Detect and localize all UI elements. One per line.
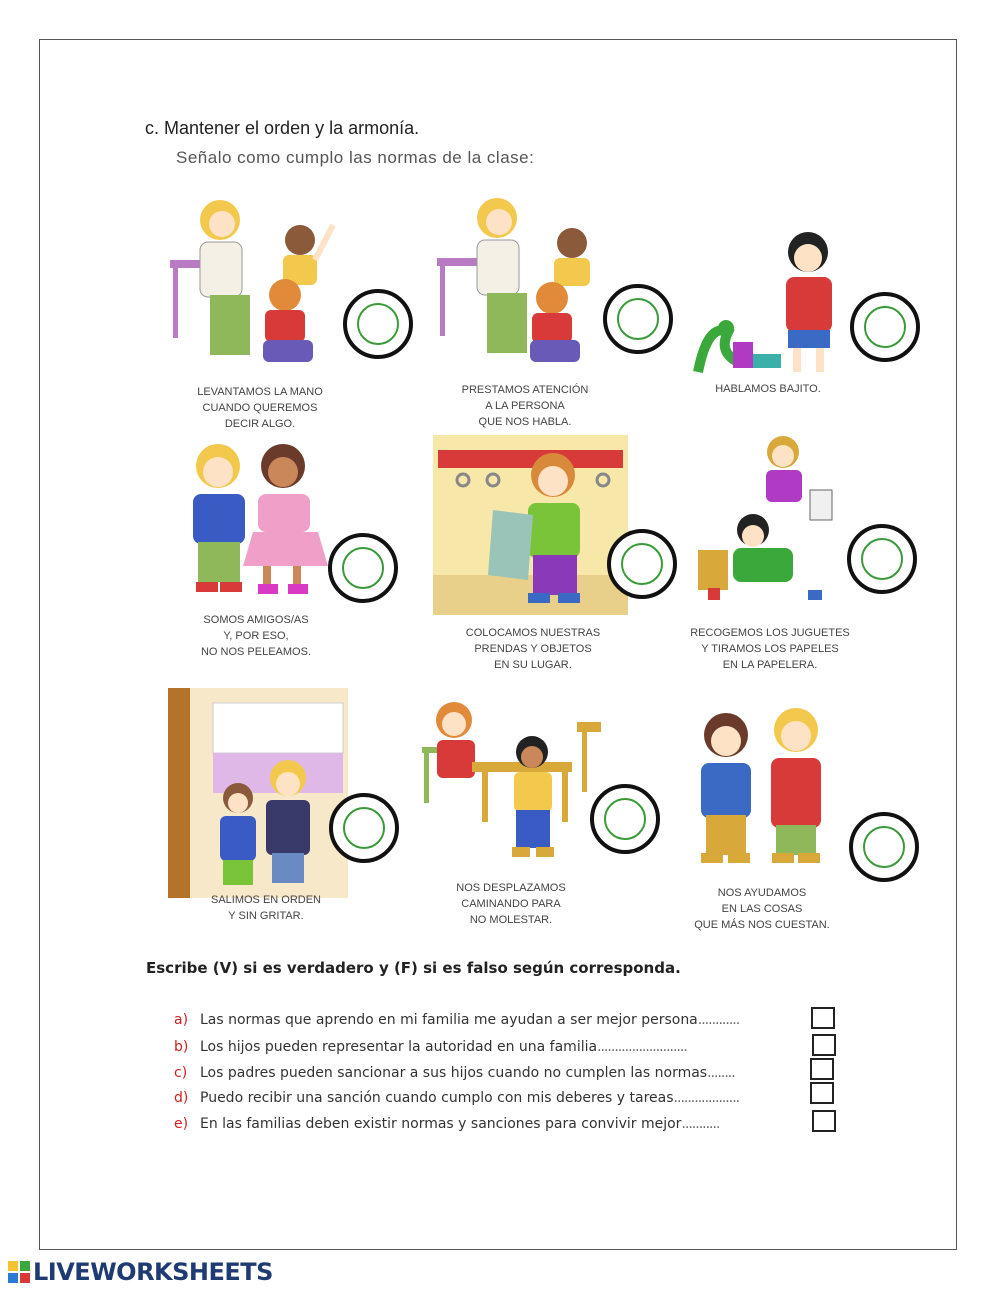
answer-circle-speak-softly[interactable] bbox=[850, 292, 920, 362]
caption-line: EN LA PAPELERA. bbox=[722, 659, 818, 671]
tf-statement-e bbox=[174, 1116, 719, 1132]
caption-line: NOS AYUDAMOS bbox=[717, 887, 807, 899]
tf-text: Las normas que aprendo en mi familia me ayudan a ser mejor persona bbox=[200, 1012, 698, 1028]
illustration-leave-orderly bbox=[168, 688, 348, 898]
caption-friends bbox=[161, 612, 351, 660]
caption-walk-quietly bbox=[416, 880, 606, 928]
tf-letter: d) bbox=[174, 1090, 189, 1106]
caption-pay-attention bbox=[430, 382, 620, 430]
answer-circle-inner bbox=[342, 547, 384, 589]
tf-text: Puedo recibir una sanción cuando cumplo con mis deberes y tareas bbox=[200, 1090, 674, 1106]
tf-answer-box-d[interactable] bbox=[810, 1082, 834, 1104]
caption-line: QUE MÁS NOS CUESTAN. bbox=[694, 919, 830, 931]
answer-circle-tidy-up[interactable] bbox=[847, 524, 917, 594]
section-heading: c. Mantener el orden y la armonía. bbox=[145, 118, 420, 138]
tf-dots: ........... bbox=[681, 1116, 720, 1132]
answer-circle-help-each-other[interactable] bbox=[849, 812, 919, 882]
tf-answer-box-b[interactable] bbox=[812, 1034, 836, 1056]
caption-line: DECIR ALGO. bbox=[224, 418, 296, 430]
answer-circle-inner bbox=[621, 543, 663, 585]
caption-line: PRENDAS Y OBJETOS bbox=[474, 643, 592, 655]
illustration-friends bbox=[158, 436, 348, 606]
caption-line: Y, POR ESO, bbox=[223, 630, 289, 642]
caption-line: QUE NOS HABLA. bbox=[478, 416, 572, 428]
illustration-help-each-other bbox=[676, 695, 856, 875]
illustration-tidy-up bbox=[698, 430, 838, 610]
tf-text: Los hijos pueden representar la autoridad en una familia bbox=[200, 1039, 598, 1055]
answer-circle-leave-orderly[interactable] bbox=[329, 793, 399, 863]
true-false-title: Escribe (V) si es verdadero y (F) si es falso según corresponda. bbox=[146, 959, 681, 977]
caption-line: Y TIRAMOS LOS PAPELES bbox=[701, 643, 839, 655]
caption-line: EN SU LUGAR. bbox=[494, 659, 572, 671]
caption-line: HABLAMOS BAJITO. bbox=[715, 383, 821, 395]
caption-line: NOS DESPLAZAMOS bbox=[456, 882, 566, 894]
answer-circle-put-away[interactable] bbox=[607, 529, 677, 599]
caption-line: SOMOS AMIGOS/AS bbox=[203, 614, 309, 626]
tf-statement-d bbox=[174, 1090, 739, 1106]
liveworksheets-logo-icon bbox=[8, 1261, 30, 1283]
caption-tidy-up bbox=[675, 625, 865, 673]
liveworksheets-logo[interactable] bbox=[8, 1258, 273, 1286]
caption-line: NO MOLESTAR. bbox=[469, 914, 553, 926]
tf-statement-a bbox=[174, 1012, 739, 1028]
caption-line: Y SIN GRITAR. bbox=[228, 910, 304, 922]
illustration-put-away bbox=[433, 435, 628, 615]
caption-line: COLOCAMOS NUESTRAS bbox=[465, 627, 601, 639]
caption-line: NO NOS PELEAMOS. bbox=[200, 646, 312, 658]
answer-circle-friends[interactable] bbox=[328, 533, 398, 603]
caption-line: PRESTAMOS ATENCIÓN bbox=[461, 384, 589, 396]
tf-text: Los padres pueden sancionar a sus hijos cuando no cumplen las normas bbox=[200, 1065, 708, 1081]
tf-statement-b bbox=[174, 1039, 687, 1055]
tf-dots: ................... bbox=[673, 1090, 740, 1106]
tf-letter: b) bbox=[174, 1039, 189, 1055]
illustration-speak-softly bbox=[678, 222, 848, 382]
tf-text: En las familias deben existir normas y sanciones para convivir mejor bbox=[200, 1116, 682, 1132]
caption-speak-softly bbox=[673, 381, 863, 397]
tf-answer-box-e[interactable] bbox=[812, 1110, 836, 1132]
tf-answer-box-a[interactable] bbox=[811, 1007, 835, 1029]
brand-name: LIVEWORKSHEETS bbox=[33, 1258, 273, 1286]
caption-line: CUANDO QUEREMOS bbox=[202, 402, 318, 414]
answer-circle-inner bbox=[864, 306, 906, 348]
answer-circle-raise-hand[interactable] bbox=[343, 289, 413, 359]
caption-raise-hand bbox=[165, 384, 355, 432]
tf-statement-c bbox=[174, 1065, 735, 1081]
tf-letter: c) bbox=[174, 1065, 188, 1081]
illustration-pay-attention bbox=[432, 188, 617, 373]
caption-leave-orderly bbox=[171, 892, 361, 924]
illustration-raise-hand bbox=[165, 190, 345, 375]
caption-line: CAMINANDO PARA bbox=[461, 898, 561, 910]
answer-circle-inner bbox=[861, 538, 903, 580]
caption-help-each-other bbox=[667, 885, 857, 933]
caption-line: LEVANTAMOS LA MANO bbox=[197, 386, 323, 398]
tf-dots: .......................... bbox=[597, 1039, 687, 1055]
tf-dots: ............ bbox=[697, 1012, 740, 1028]
caption-line: A LA PERSONA bbox=[485, 400, 565, 412]
answer-circle-inner bbox=[604, 798, 646, 840]
caption-line: SALIMOS EN ORDEN bbox=[210, 894, 322, 906]
tf-letter: e) bbox=[174, 1116, 189, 1132]
answer-circle-inner bbox=[863, 826, 905, 868]
tf-letter: a) bbox=[174, 1012, 189, 1028]
answer-circle-pay-attention[interactable] bbox=[603, 284, 673, 354]
section-subheading: Señalo como cumplo las normas de la clase: bbox=[176, 148, 535, 167]
answer-circle-inner bbox=[617, 298, 659, 340]
answer-circle-walk-quietly[interactable] bbox=[590, 784, 660, 854]
illustration-walk-quietly bbox=[412, 692, 607, 872]
answer-circle-inner bbox=[343, 807, 385, 849]
tf-dots: ........ bbox=[707, 1065, 735, 1081]
answer-circle-inner bbox=[357, 303, 399, 345]
caption-line: EN LAS COSAS bbox=[721, 903, 803, 915]
caption-line: RECOGEMOS LOS JUGUETES bbox=[690, 627, 850, 639]
tf-answer-box-c[interactable] bbox=[810, 1058, 834, 1080]
caption-put-away bbox=[438, 625, 628, 673]
